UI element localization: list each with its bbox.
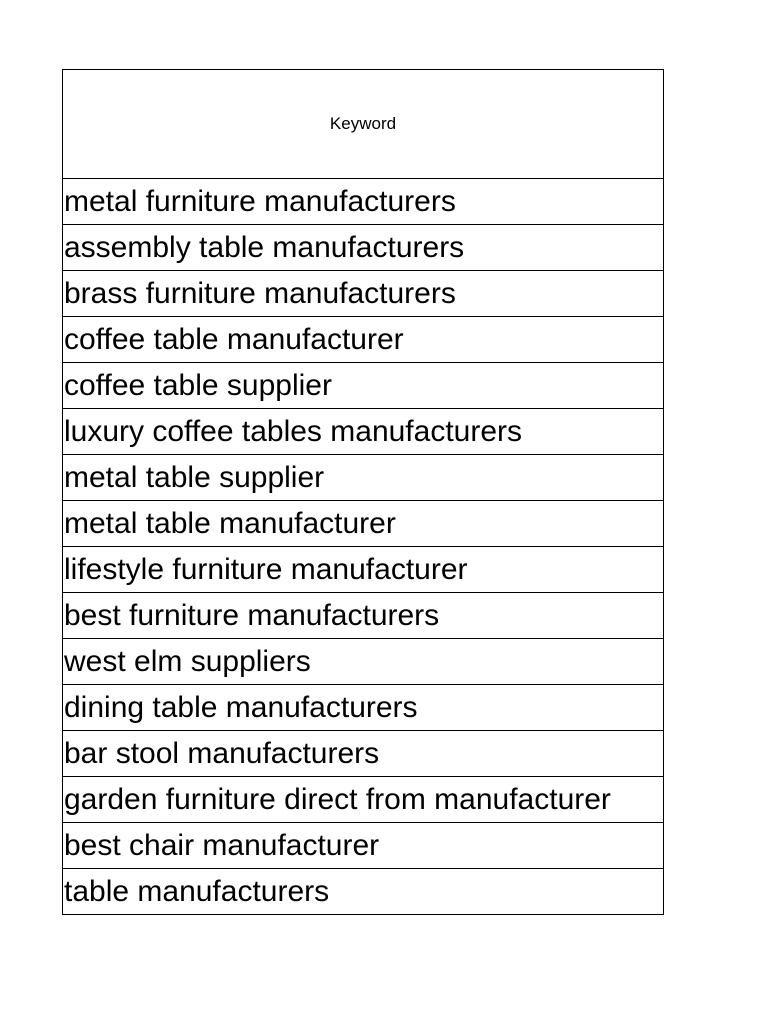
table-row [63, 501, 664, 547]
keyword-cell: metal table supplier [63, 455, 664, 501]
keyword-cell: garden furniture direct from manufacturer [63, 777, 664, 823]
table-row [63, 317, 664, 363]
keyword-cell: west elm suppliers [63, 639, 664, 685]
table-row [63, 455, 664, 501]
keyword-cell: assembly table manufacturers [63, 225, 664, 271]
keyword-cell: best furniture manufacturers [63, 593, 664, 639]
header-row [63, 70, 664, 179]
keyword-rows [63, 179, 664, 915]
table-row [63, 363, 664, 409]
keyword-cell: metal table manufacturer [63, 501, 664, 547]
table-row [63, 869, 664, 915]
keyword-cell: lifestyle furniture manufacturer [63, 547, 664, 593]
table-row [63, 685, 664, 731]
table-row [63, 639, 664, 685]
keyword-table [62, 69, 664, 915]
keyword-cell: best chair manufacturer [63, 823, 664, 869]
table-row [63, 179, 664, 225]
keyword-cell: luxury coffee tables manufacturers [63, 409, 664, 455]
keyword-cell: coffee table supplier [63, 363, 664, 409]
table-row [63, 225, 664, 271]
keyword-cell: brass furniture manufacturers [63, 271, 664, 317]
table-row [63, 409, 664, 455]
table-row [63, 547, 664, 593]
table-row [63, 823, 664, 869]
table-row [63, 271, 664, 317]
keyword-cell: metal furniture manufacturers [63, 179, 664, 225]
table-row [63, 593, 664, 639]
keyword-cell: bar stool manufacturers [63, 731, 664, 777]
table-row [63, 731, 664, 777]
keyword-cell: dining table manufacturers [63, 685, 664, 731]
column-header-keyword: Keyword [63, 70, 664, 179]
table-row [63, 777, 664, 823]
keyword-cell: table manufacturers [63, 869, 664, 915]
keyword-cell: coffee table manufacturer [63, 317, 664, 363]
